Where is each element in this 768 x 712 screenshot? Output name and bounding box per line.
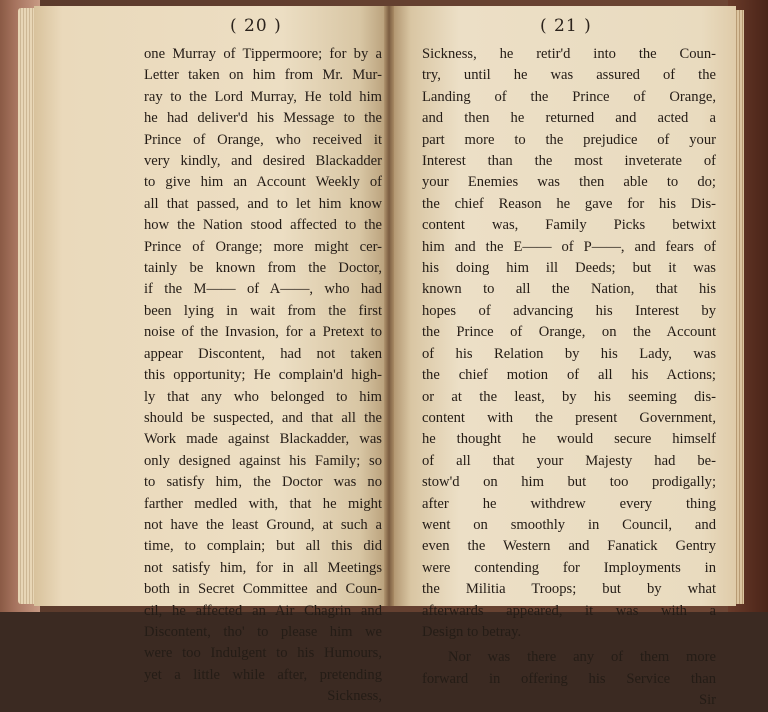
text-line: not satisfy him, for in all Meetings [144, 559, 382, 576]
text-line: went on smoothly in Council, and [422, 516, 716, 533]
text-line: the Prince of Orange, on the Account [422, 324, 716, 341]
text-line: Nor was there any of them more [448, 649, 716, 666]
text-line: hopes of advancing his Interest by [422, 302, 716, 319]
text-line: even the Western and Fanatick Gentry [422, 538, 716, 555]
text-line: afterwards appeared, it was with a [422, 602, 716, 619]
text-line: been lying in wait from the first [144, 302, 382, 319]
left-page-number: ( 20 ) [230, 16, 282, 36]
text-line: he had deliver'd his Message to the [144, 110, 382, 127]
text-line: of all that your Majesty had be- [422, 452, 716, 469]
text-line: only designed against his Family; so [144, 452, 382, 469]
text-line: ly that any who belonged to him [144, 388, 382, 405]
text-line: his doing him ill Deeds; but it was [422, 260, 716, 277]
text-line: after he withdrew every thing [422, 495, 716, 512]
text-line: one Murray of Tippermoore; for by a [144, 46, 382, 62]
text-line: he thought he would secure himself [422, 431, 716, 448]
text-line: try, until he was assured of the [422, 67, 716, 84]
text-line: to give him an Account Weekly of [144, 174, 382, 191]
text-line: both in Secret Committee and Coun- [144, 581, 382, 598]
text-line: very kindly, and desired Blackadder [144, 153, 382, 170]
text-line: Discontent, tho' to please him we [144, 623, 382, 640]
text-line: and then he returned and acted a [422, 110, 716, 127]
right-page-number: ( 21 ) [540, 16, 592, 36]
book-gutter [384, 6, 394, 606]
text-line: part more to the prejudice of your [422, 131, 716, 148]
text-line: this opportunity; He complain'd high- [144, 367, 382, 384]
text-line: how the Nation stood affected to the [144, 217, 382, 234]
right-page-text [422, 44, 716, 712]
text-line: Sir [698, 692, 716, 709]
left-page-text [144, 44, 382, 708]
right-page [390, 6, 736, 709]
text-line: ray to the Lord Murray, He told him [144, 88, 382, 105]
text-line: Letter taken on him from Mr. Mur- [144, 67, 382, 84]
text-line: Prince of Orange; more might cer- [144, 238, 382, 255]
text-line: tainly be known from the Doctor, [144, 260, 382, 277]
text-line: were too Indulgent to his Humours, [144, 645, 382, 662]
text-line: the chief Reason he gave for his Dis- [422, 195, 716, 212]
text-line: your Enemies was then able to do; [422, 174, 716, 191]
text-line: the Militia Troops; but by what [422, 581, 716, 598]
text-line: forward in offering his Service than [422, 670, 716, 687]
text-line: appear Discontent, had not taken [144, 345, 382, 362]
text-line: content was, Family Picks betwixt [422, 217, 716, 234]
text-line: noise of the Invasion, for a Pretext to [144, 324, 382, 341]
text-line: stow'd on him but too prodigally; [422, 474, 716, 491]
text-line: Sickness, [327, 688, 382, 705]
text-line: of his Relation by his Lady, was [422, 345, 716, 362]
text-line: Design to betray. [422, 623, 522, 640]
text-line: to satisfy him, the Doctor was no [144, 474, 382, 491]
text-line: not have the least Ground, at such a [144, 516, 382, 533]
text-line: were contending for Imployments in [422, 559, 716, 576]
text-line: yet a little while after, pretending [144, 666, 382, 683]
text-line: all that passed, and to let him know [144, 195, 382, 212]
text-line: if the M—— of A——, who had [144, 281, 382, 298]
text-line: him and the E—— of P——, and fears of [422, 238, 716, 255]
text-line: Landing of the Prince of Orange, [422, 88, 716, 105]
text-line: Sickness, he retir'd into the Coun- [422, 46, 716, 62]
text-line: the chief motion of all his Actions; [422, 367, 716, 384]
text-line: content with the present Government, [422, 409, 716, 426]
text-line: or at the least, by his seeming dis- [422, 388, 716, 405]
text-line: farther medled with, that he might [144, 495, 382, 512]
left-page [34, 6, 388, 705]
text-line: cil, he affected an Air Chagrin and [144, 602, 382, 619]
text-line: time, to complain; but all this did [144, 538, 382, 555]
text-line: Interest than the most inveterate of [422, 153, 716, 170]
text-line: Prince of Orange, who received it [144, 131, 382, 148]
text-line: Work made against Blackadder, was [144, 431, 382, 448]
text-line: should be suspected, and that all the [144, 409, 382, 426]
text-line: known to all the Nation, that his [422, 281, 716, 298]
